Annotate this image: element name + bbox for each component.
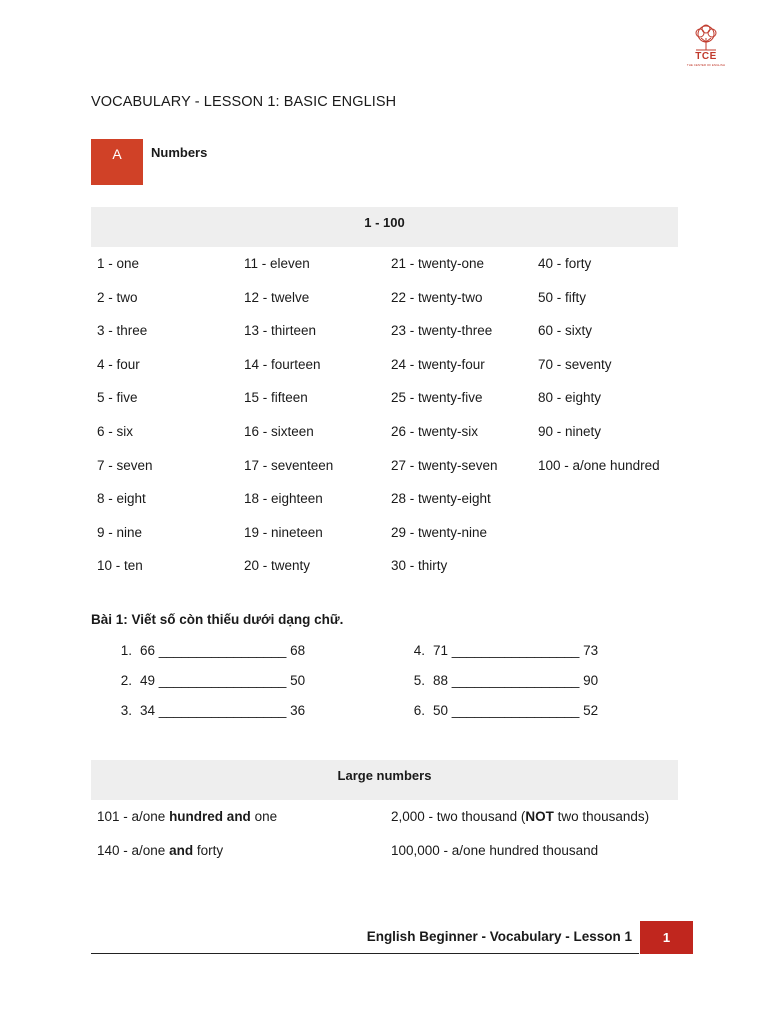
number-cell: 13 - thirteen <box>244 323 317 339</box>
large-number-bold: NOT <box>525 809 554 824</box>
number-cell: 4 - four <box>97 356 140 372</box>
footer-divider <box>91 953 639 954</box>
number-cell: 40 - forty <box>538 256 592 271</box>
exercise-item <box>109 703 305 718</box>
number-cell: 100 - a/one hundred <box>538 457 660 473</box>
exercise-item-text: 66 _________________ 68 <box>140 643 306 658</box>
exercise-item-text: 50 _________________ 52 <box>433 703 599 718</box>
section-badge: A <box>91 139 143 185</box>
large-number-post: one <box>250 809 278 824</box>
exercise-item-text: 34 _________________ 36 <box>140 703 306 718</box>
number-cell: 17 - seventeen <box>244 457 334 473</box>
number-cell: 25 - twenty-five <box>391 390 483 406</box>
exercise-item <box>109 673 305 688</box>
exercise-title: Bài 1: Viết số còn thiếu dưới dạng chữ. <box>91 612 344 627</box>
number-cell: 12 - twelve <box>244 289 310 305</box>
large-number-bold: hundred and <box>169 809 251 824</box>
page-number: 1 <box>640 921 693 954</box>
large-number-cell <box>97 809 277 824</box>
tce-logo <box>686 24 726 70</box>
number-cell: 22 - twenty-two <box>391 289 483 305</box>
exercise-item-text: 71 _________________ 73 <box>433 643 599 658</box>
numbers-table-header: 1 - 100 <box>91 207 678 247</box>
exercise-item-number: 2. <box>120 673 132 688</box>
number-cell: 7 - seven <box>97 457 153 473</box>
number-cell: 11 - eleven <box>244 256 310 271</box>
footer-text: English Beginner - Vocabulary - Lesson 1 <box>366 929 632 944</box>
large-number-bold: and <box>169 843 194 858</box>
large-numbers-header: Large numbers <box>91 760 678 800</box>
number-cell: 24 - twenty-four <box>391 356 485 372</box>
number-cell: 5 - five <box>97 390 138 406</box>
number-cell: 19 - nineteen <box>244 524 323 540</box>
number-cell: 10 - ten <box>97 558 143 574</box>
number-cell: 80 - eighty <box>538 390 602 406</box>
number-cell: 26 - twenty-six <box>391 424 479 439</box>
exercise-item-number: 3. <box>120 703 132 718</box>
number-cell: 18 - eighteen <box>244 491 323 507</box>
number-cell: 16 - sixteen <box>244 424 314 439</box>
number-cell: 3 - three <box>97 323 148 339</box>
number-cell: 20 - twenty <box>244 558 311 574</box>
number-cell: 6 - six <box>97 424 134 439</box>
number-cell: 70 - seventy <box>538 356 612 372</box>
number-cell: 8 - eight <box>97 491 146 507</box>
number-cell: 9 - nine <box>97 524 143 540</box>
number-cell: 2 - two <box>97 289 138 305</box>
page-title: VOCABULARY - LESSON 1: BASIC ENGLISH <box>91 94 397 110</box>
number-cell: 28 - twenty-eight <box>391 491 491 507</box>
section-title: Numbers <box>151 145 208 160</box>
logo-subtext: THE CENTER OF ENGLISH <box>686 63 726 67</box>
number-cell: 30 - thirty <box>391 558 448 574</box>
large-number-pre: 101 - a/one <box>97 809 170 824</box>
large-number-cell <box>391 809 649 824</box>
exercise-item <box>402 703 598 718</box>
large-number-pre: 100,000 - a/one hundred thousand <box>391 843 599 858</box>
number-cell: 21 - twenty-one <box>391 256 485 271</box>
large-number-cell <box>97 843 223 858</box>
number-cell: 50 - fifty <box>538 289 587 305</box>
logo-text: TCE <box>695 51 717 62</box>
large-number-pre: 2,000 - two thousand ( <box>391 809 526 824</box>
exercise-item <box>109 643 305 658</box>
exercise-item-number: 5. <box>413 673 425 688</box>
number-cell: 27 - twenty-seven <box>391 457 498 473</box>
number-cell: 1 - one <box>97 256 140 271</box>
number-cell: 60 - sixty <box>538 323 593 339</box>
large-number-post: forty <box>193 843 224 858</box>
exercise-item-text: 88 _________________ 90 <box>433 673 599 688</box>
large-number-pre: 140 - a/one <box>97 843 170 858</box>
exercise-item <box>402 673 598 688</box>
number-cell: 90 - ninety <box>538 424 602 439</box>
number-cell: 14 - fourteen <box>244 356 321 372</box>
large-number-cell <box>391 843 598 858</box>
large-number-post: two thousands) <box>553 809 650 824</box>
tree-icon <box>686 24 726 52</box>
exercise-item <box>402 643 598 658</box>
exercise-item-number: 6. <box>413 703 425 718</box>
exercise-item-number: 4. <box>413 643 425 658</box>
number-cell: 29 - twenty-nine <box>391 524 488 540</box>
exercise-item-number: 1. <box>120 643 132 658</box>
number-cell: 23 - twenty-three <box>391 323 493 339</box>
exercise-item-text: 49 _________________ 50 <box>140 673 306 688</box>
number-cell: 15 - fifteen <box>244 390 308 406</box>
